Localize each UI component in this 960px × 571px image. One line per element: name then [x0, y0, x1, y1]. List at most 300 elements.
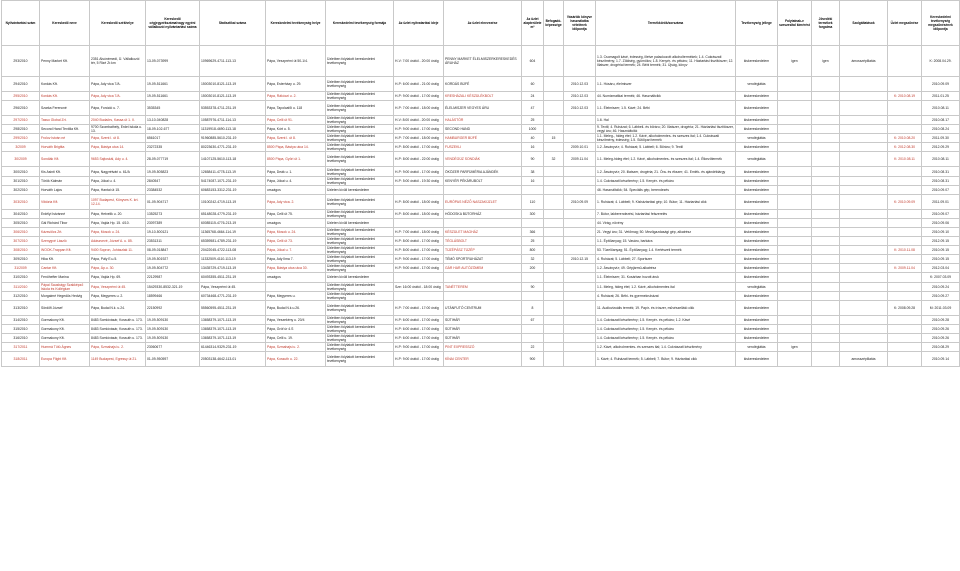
table-cell [544, 101, 564, 116]
table-cell [778, 315, 812, 324]
table-cell: kiskereskedelem [736, 300, 778, 315]
table-cell: 38 [522, 167, 544, 176]
table-cell: kiskereskedelem [736, 194, 778, 209]
table-cell: Üzletben folytatott kereskedelmi tevékenység [326, 46, 394, 77]
table-cell: 15429330-8532-321-19 [146, 282, 200, 291]
table-cell: 44. Virág, növény [596, 218, 736, 227]
table-cell: 2010.09.10 [922, 227, 960, 236]
table-cell [840, 300, 888, 315]
table-cell: 60734468-4771-231-19 [200, 291, 266, 300]
table-cell: Üzletben folytatott kereskedelmi tevékenység [326, 152, 394, 167]
table-cell [394, 185, 444, 194]
table-cell [812, 264, 840, 273]
table-cell: Üzletben folytatott kereskedelmi tevékenység [326, 176, 394, 185]
table-cell [522, 333, 544, 342]
table-cell: 3535345 [146, 101, 200, 116]
column-header: Szolgáltatások [840, 1, 888, 46]
table-cell: 1.6. Hal [596, 116, 736, 125]
table-cell [564, 342, 596, 351]
table-cell: 306/2010 [2, 227, 40, 236]
table-cell: 310/2010 [2, 273, 40, 282]
table-cell [888, 116, 922, 125]
table-row [2, 152, 960, 167]
table-cell: 2351 Alsónémedi, Ü. Vállalkozói tér, 5 Rizé Zr.km [90, 46, 146, 77]
table-cell: 1.1. Meleg, hideg étel; 1.2. Kávé, alkoholmentes ital [596, 282, 736, 291]
table-row [2, 333, 960, 342]
table-cell [544, 185, 564, 194]
table-cell: 9400 Sopron, Juhászlak 11. [90, 246, 146, 255]
table-cell: H-P: 8:00 órától - 18:00 óráig [394, 209, 444, 218]
table-cell: 22150992 [146, 300, 200, 315]
table-cell: Pápa, Áp.u. 30. [90, 264, 146, 273]
table-cell: 53. Tüzelőanyag; 51. Építőanyag; 1.4. Kertészeti termék [596, 246, 736, 255]
table-cell: FUSZEKLI [444, 143, 522, 152]
table-row [2, 255, 960, 264]
table-cell: 312/2010 [2, 291, 40, 300]
table-cell: 60683153-3312-231-19 [200, 185, 266, 194]
table-cell: Pápa, Celli út 75. [266, 209, 326, 218]
table-cell [812, 209, 840, 218]
table-cell: Second Hand Textília Kft. [40, 125, 90, 134]
table-cell: 366 [522, 227, 544, 236]
table-cell: Üzletben folytatott kereskedelmi tevékenység [326, 143, 394, 152]
table-row [2, 185, 960, 194]
table-cell: 10100242-4719-113-19 [200, 194, 266, 209]
table-cell [544, 125, 564, 134]
table-cell: kiskereskedelem [736, 246, 778, 255]
table-cell [778, 209, 812, 218]
column-header: Folytatnak-e szeszesital kimérést [778, 1, 812, 46]
table-cell [564, 273, 596, 282]
table-cell: országos [266, 185, 326, 194]
table-cell [840, 152, 888, 167]
table-cell: SÜTIHÁR [444, 333, 522, 342]
table-cell [840, 125, 888, 134]
table-cell: 65359581-4789-231-19 [200, 237, 266, 246]
table-cell: Kis Asinti Kft. [40, 167, 90, 176]
table-cell [778, 282, 812, 291]
table-cell: Üzletben folytatott kereskedelmi tevékenység [326, 282, 394, 291]
table-cell: Pápa, Vajda Hp. 69. [90, 273, 146, 282]
table-cell: kiskereskedelem [736, 255, 778, 264]
table-cell: Gormakony Kft. [40, 333, 90, 342]
table-cell [812, 134, 840, 143]
table-cell: vendéglátás [736, 282, 778, 291]
table-cell [840, 185, 888, 194]
table-cell: Pápa, Jókai u. 7. [266, 246, 326, 255]
table-cell: kiskereskedelem [736, 143, 778, 152]
table-cell [888, 218, 922, 227]
column-header: Kereskedő cégjegyzékszáma/vagy egyéni vállalkozói nyilvántartási száma [146, 1, 200, 46]
table-cell: 24 [522, 92, 544, 101]
table-cell: Pápa, Esterházy u. 29. [266, 77, 326, 92]
table-cell: H-P: 9:00 órától - 17:00 óráig [394, 255, 444, 264]
table-cell [564, 218, 596, 227]
table-cell [544, 116, 564, 125]
table-cell: Üzletben folytatott kereskedelmi tevékenység [326, 264, 394, 273]
table-cell: kiskereskedelem [736, 227, 778, 236]
table-cell: 44. Numizmatikai termék; 46. Használtcikk [596, 92, 736, 101]
table-cell: Pápa, Gróf úr 4.S [266, 324, 326, 333]
table-cell [778, 333, 812, 342]
table-cell: 23531311 [146, 237, 200, 246]
table-cell: 13-09-073999 [146, 46, 200, 77]
table-cell [888, 176, 922, 185]
table-cell: Pápa, Tapolcafői u. 118 [266, 101, 326, 116]
table-cell: kiskereskedelem [736, 116, 778, 125]
table-cell: Üzletben folytatott kereskedelmi tevékenység [326, 101, 394, 116]
table-cell: 1.2. Ásványvíz; 4. Ruházat; 5. Lábbeli; 6. Bőráru; 9. Textil [596, 143, 736, 152]
table-cell: 2010.09.26 [922, 333, 960, 342]
table-row [2, 218, 960, 227]
table-cell [564, 227, 596, 236]
table-cell: 15003010-8121-113-19 [200, 77, 266, 92]
table-cell: 13-10-040828 [146, 116, 200, 125]
table-cell: 6561017 [146, 134, 200, 143]
table-cell [812, 152, 840, 167]
table-cell: igen [778, 46, 812, 77]
table-cell: KRESHÁZALI KÉSZÜLÉKBOLT [444, 92, 522, 101]
table-cell [812, 255, 840, 264]
table-cell: Kordás Kft. [40, 77, 90, 92]
table-cell: 08-09-018847 [146, 246, 200, 255]
table-cell [444, 291, 522, 300]
column-header: Kereskedő neve [40, 1, 90, 46]
table-row [2, 209, 960, 218]
table-cell [394, 218, 444, 227]
table-cell: 21. Vegyi áru; 31. Vetőmag; 50. Mezőgazdasági gép, alkatrész [596, 227, 736, 236]
table-cell [564, 333, 596, 342]
table-cell: H-P: 8:00 órától - 17:00 óráig [394, 143, 444, 152]
table-cell: 1.2. Ásványvíz; 49. Gépjármű-alkatrész [596, 264, 736, 273]
table-cell [888, 342, 922, 351]
table-cell [778, 352, 812, 367]
table-cell: 1.4. Cukrászati készítmény; 1.5. Kenyér- és pékáru [596, 176, 736, 185]
table-cell: H-P: 9:00 órától - 17:00 óráig [394, 264, 444, 273]
table-cell: Pápa, Jókai u. 4. [90, 176, 146, 185]
table-cell: 800 [522, 246, 544, 255]
table-cell: Pápa, Budai N.k. u.24. [90, 300, 146, 315]
table-cell: 25 [522, 237, 544, 246]
table-cell [544, 291, 564, 300]
table-cell: kiskereskedelem [736, 185, 778, 194]
table-cell: Kázsvölcs Zrt. [40, 227, 90, 236]
table-cell: 1. Kávé; 4. Ruházati termék; 5. Lábbeli; 7. Bútor; 9. Háztartási cikk [596, 352, 736, 367]
table-cell: SECOND HAND [444, 125, 522, 134]
table-cell: kiskereskedelem [736, 237, 778, 246]
table-cell: Pápai Sausbágy Szakképző Iskola és Kollégium [40, 282, 90, 291]
table-cell: 301/2010 [2, 176, 40, 185]
table-cell: 2010.08.17 [922, 116, 960, 125]
table-cell [544, 246, 564, 255]
table-cell: 90 [522, 282, 544, 291]
table-cell: 8 [522, 300, 544, 315]
table-cell: Pápa, Szent I. út 8. [90, 134, 146, 143]
table-cell: 2010.08.29 [922, 342, 960, 351]
table-row [2, 77, 960, 92]
table-cell: H-P: 9:00 órától - 17:00 óráig [394, 167, 444, 176]
column-header: Tevékenység jellege [736, 1, 778, 46]
table-cell [812, 194, 840, 209]
table-cell: Üzletben folytatott kereskedelmi tevékenység [326, 237, 394, 246]
table-cell: H-P: 7:00 órától - 17:00 óráig [394, 300, 444, 315]
table-cell: 293/2010 [2, 46, 40, 77]
table-cell: 9700 Szombathely, Erdei iskola u. 13. [90, 125, 146, 134]
table-row [2, 227, 960, 236]
table-cell: Gormakony Kft. [40, 315, 90, 324]
table-cell: 2040 Budaörs, Kassa út 1. II. [90, 116, 146, 125]
table-cell: 2012.09.15 [922, 237, 960, 246]
table-cell [840, 143, 888, 152]
table-cell: SÜTIHÁR [444, 315, 522, 324]
table-row [2, 92, 960, 101]
table-cell [888, 77, 922, 92]
table-cell [778, 134, 812, 143]
table-cell: 22129987 [146, 273, 200, 282]
table-cell: 12658411-4778-113-19 [200, 167, 266, 176]
table-cell: 1.2. Ásványvíz; 20. Illatszer, drogéria; 21. Óra- és ékszer; 41. Emlék- és ajándéktárgy [596, 167, 736, 176]
table-cell: KÍNAI CENTER [444, 352, 522, 367]
table-cell: K: 2007.03.09 [922, 273, 960, 282]
table-cell: 19-10-500121 [146, 227, 200, 236]
table-cell: TÜZÉPÁSZ TÜZÉP [444, 246, 522, 255]
table-cell: Pápa, Szmahajsi u. 2. [90, 342, 146, 351]
table-cell [840, 116, 888, 125]
table-cell [778, 273, 812, 282]
table-row [2, 291, 960, 300]
table-cell: Üzleten kívüli kereskedelem [326, 185, 394, 194]
table-cell: 2012.09.29 [922, 143, 960, 152]
table-row [2, 237, 960, 246]
table-cell: Üzletben folytatott kereskedelmi tevékenység [326, 227, 394, 236]
table-cell: Pápa, Nagyrétvári u. 61/A [90, 167, 146, 176]
table-cell [544, 143, 564, 152]
table-cell: 2010.12.03 [564, 92, 596, 101]
table-cell [522, 185, 544, 194]
table-cell: Horváth Brigitta [40, 143, 90, 152]
table-row [2, 273, 960, 282]
table-cell [778, 152, 812, 167]
table-cell: 19-09-509130 [146, 333, 200, 342]
table-cell: kiskereskedelem [736, 167, 778, 176]
table-cell: 308/2010 [2, 246, 40, 255]
table-cell: 7. Bútor, lakberendezési, háztartási felszerelés [596, 209, 736, 218]
table-cell: 1.1. Élelmiszer; 31. Kosárban hozott áruk [596, 273, 736, 282]
column-header: Az üzlet nyitvatartási ideje [394, 1, 444, 46]
table-cell: 2010.09.09 [564, 194, 596, 209]
table-cell: 1.3. Csomagolt kávé, édesség, illetve palackozott alkoholtermékek; 1.4. Cukrászati készítmény; 1.7. Zöldség, gyümölcs; 1.8. Kenyér- és pékáru; 11. Háztartási tisztítószer; 12. Illatszer, drogériai termék; 24. Bébi termék; 31. Újság, könyv [596, 46, 736, 77]
table-cell: 13658379-1071-113-19 [200, 315, 266, 324]
table-cell [778, 185, 812, 194]
table-cell: 1149 Budapest, Egressy út 21. [90, 352, 146, 367]
table-cell [812, 282, 840, 291]
table-cell [544, 342, 564, 351]
table-cell: Pápa, Szent I. út 8. [266, 134, 326, 143]
table-cell [840, 134, 888, 143]
table-cell: 19-09-511661 [146, 77, 200, 92]
table-cell: 55560595-4511-231-19 [200, 300, 266, 315]
table-cell [778, 300, 812, 315]
table-cell: 23384532 [146, 185, 200, 194]
table-cell: Penny Market Kft. [40, 46, 90, 77]
table-cell: Pápa, Celli út 91. [266, 116, 326, 125]
table-cell: K: 2010.08.20 [888, 134, 922, 143]
table-cell [812, 352, 840, 367]
table-cell: kiskereskedelem [736, 176, 778, 185]
table-cell: KORDÁS BÜFÉ [444, 77, 522, 92]
table-cell: Fenöhefter Marina [40, 273, 90, 282]
table-cell [812, 324, 840, 333]
table-cell: 4. Ruházat; 5. Lábbeli; 27. Sportszer [596, 255, 736, 264]
table-cell [840, 333, 888, 342]
table-row [2, 116, 960, 125]
table-cell: K: 2008.09.28 [888, 300, 922, 315]
table-cell [888, 125, 922, 134]
table-cell [544, 77, 564, 92]
table-cell [812, 167, 840, 176]
table-cell [544, 167, 564, 176]
table-cell: 604 [522, 46, 544, 77]
table-cell: 309/2010 [2, 255, 40, 264]
table-cell [778, 264, 812, 273]
table-cell [522, 291, 544, 300]
table-cell: 2010.08.24 [922, 125, 960, 134]
table-cell: ÖKÖZER PARFÜMÉRIA AJÁNDÉK [444, 167, 522, 176]
table-cell: vendéglátás [736, 342, 778, 351]
table-cell: Hummá Tütü Ágnes [40, 342, 90, 351]
table-cell [544, 264, 564, 273]
table-cell: 53553378-4711-231-19 [200, 101, 266, 116]
table-cell: ámosszéplilatás [840, 46, 888, 77]
table-cell: UTÁNFUTÓ CENTRUM [444, 300, 522, 315]
table-cell: vendéglátás [736, 77, 778, 92]
table-cell [888, 167, 922, 176]
table-cell [544, 46, 564, 77]
table-cell: Üzleten kívüli kereskedelem [326, 218, 394, 227]
table-cell: 2010.09.24 [922, 282, 960, 291]
table-cell: SÜTIHÁR [444, 324, 522, 333]
table-cell: K: 2008.04.29. [922, 46, 960, 77]
table-cell: 1097 Budapest, Könyves K. krt. 12-14. [90, 194, 146, 209]
table-cell: Üzletben folytatott kereskedelmi tevékenység [326, 209, 394, 218]
table-cell [522, 218, 544, 227]
table-cell: Üzletben folytatott kereskedelmi tevékenység [326, 92, 394, 101]
table-cell: Üzletben folytatott kereskedelmi tevékenység [326, 291, 394, 300]
table-cell [564, 352, 596, 367]
table-cell [544, 273, 564, 282]
table-cell: 23060677 [146, 342, 200, 351]
table-cell: Adászvevé, József A. u. 85. [90, 237, 146, 246]
table-cell: 91960885-5610-231-19 [200, 134, 266, 143]
table-cell: Üzletben folytatott kereskedelmi tevékenység [326, 255, 394, 264]
table-cell: 13658379-1071-113-19 [200, 333, 266, 342]
table-cell [812, 300, 840, 315]
table-cell: kiskereskedelem [736, 209, 778, 218]
table-cell: ÉLELMISZER VEGYES ÁRU [444, 101, 522, 116]
table-cell: Üzletben folytatott kereskedelmi tevékenység [326, 333, 394, 342]
table-cell: Pápa, Budai N.k.u.26. [266, 300, 326, 315]
table-cell: Pápa, Deák u. 1. [266, 167, 326, 176]
table-cell: H-P: 6:00 órától - 17:00 óráig [394, 315, 444, 324]
table-cell [840, 218, 888, 227]
table-cell: 2011.09.30 [922, 134, 960, 143]
table-cell: Üzletben folytatott kereskedelmi tevékenység [326, 342, 394, 351]
table-cell [564, 237, 596, 246]
table-cell: 314/2010 [2, 315, 40, 324]
table-cell [812, 218, 840, 227]
table-cell: 295/2010 [2, 92, 40, 101]
table-cell: 3/2009 [2, 143, 40, 152]
table-cell [840, 246, 888, 255]
table-cell [812, 315, 840, 324]
table-cell: 299/2010 [2, 134, 40, 143]
table-cell [544, 300, 564, 315]
table-cell: 2011.01.25 [922, 92, 960, 101]
table-cell: 16 [522, 143, 544, 152]
table-cell: kiskereskedelem [736, 352, 778, 367]
table-cell: amosszéplilatás [840, 352, 888, 367]
table-cell: H-P: 6:00 órától - 17:00 óráig [394, 333, 444, 342]
table-cell [444, 218, 522, 227]
table-cell: Pápa, Veszprémi út 45. [90, 282, 146, 291]
table-cell [840, 273, 888, 282]
table-row [2, 125, 960, 134]
table-cell: Üzletben folytatott kereskedelmi tevékenység [326, 300, 394, 315]
table-cell [564, 264, 596, 273]
table-cell: 13658379-1071-113-19 [200, 324, 266, 333]
table-cell: Üzletben folytatott kereskedelmi tevékenység [326, 352, 394, 367]
table-cell: kiskereskedelem [736, 291, 778, 300]
table-cell [778, 227, 812, 236]
table-cell: igen [778, 342, 812, 351]
table-cell [564, 116, 596, 125]
table-cell: 2010.08.31 [922, 176, 960, 185]
table-cell [840, 176, 888, 185]
table-cell: Kordás Kft. [40, 92, 90, 101]
table-cell: Pápa, Ady vtca 7/A. [90, 77, 146, 92]
table-cell: 2840547 [146, 176, 200, 185]
table-cell: Üzletben folytatott kereskedelmi tevékenység [326, 315, 394, 324]
table-cell: K: 2010.11.08 [888, 246, 922, 255]
column-header: Termékkörök/sorszáma [596, 1, 736, 46]
table-cell: 32 [522, 255, 544, 264]
table-cell: M: 2011.03.09 [922, 300, 960, 315]
table-cell: 20503138-4642-113-01 [200, 352, 266, 367]
table-cell [564, 176, 596, 185]
table-cell: VENDÉGÜZ SONDIÁK [444, 152, 522, 167]
table-cell: Gál Richárd Tibor [40, 218, 90, 227]
table-cell: kiskereskedelem [736, 264, 778, 273]
table-row [2, 342, 960, 351]
column-header: Üzlet megszűnése [888, 1, 922, 46]
table-cell: kiskereskedelem [736, 218, 778, 227]
table-cell [778, 125, 812, 134]
table-cell: 2010.12.03 [564, 77, 596, 92]
table-cell: 300/2010 [2, 167, 40, 176]
table-cell [888, 315, 922, 324]
table-cell: 47 [522, 101, 544, 116]
table-cell: Gormakony Kft. [40, 324, 90, 333]
table-cell [888, 227, 922, 236]
table-cell [888, 255, 922, 264]
table-cell: 10587976-4711-114-13 [200, 116, 266, 125]
table-cell [544, 92, 564, 101]
table-cell: 318/2011 [2, 352, 40, 367]
table-cell: 2010.08.11 [922, 101, 960, 116]
table-cell [544, 194, 564, 209]
table-cell: H-V: 8:00 órától - 20:00 óráig [394, 116, 444, 125]
table-cell: 2010.09.27 [922, 291, 960, 300]
